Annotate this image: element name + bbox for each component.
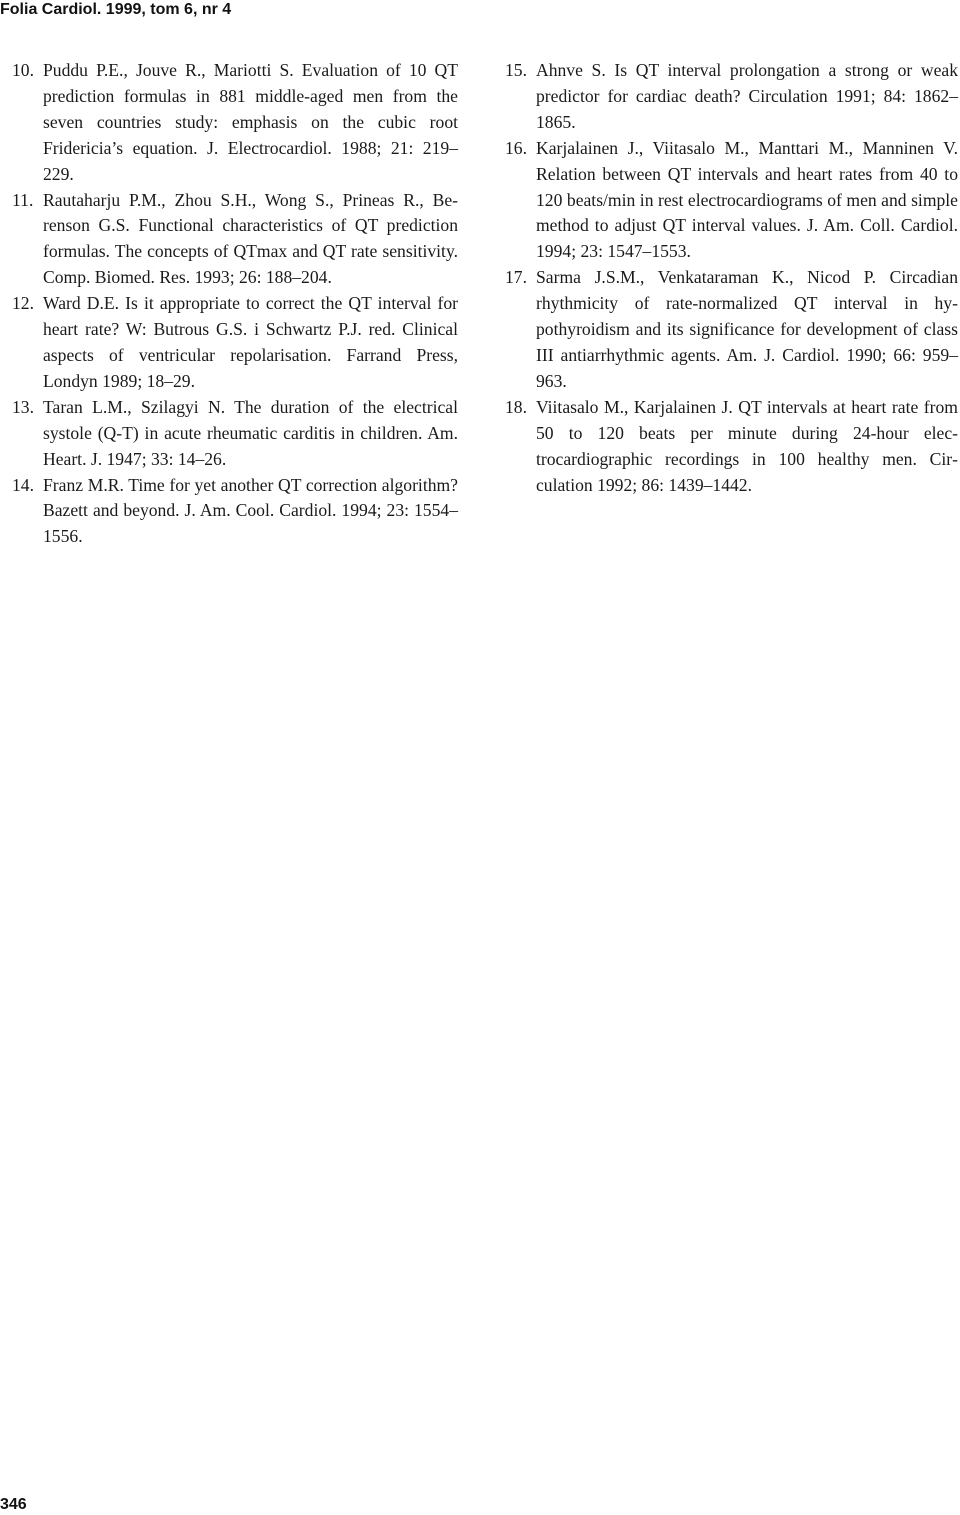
reference-number: 13. <box>12 396 34 417</box>
reference-text: Puddu P.E., Jouve R., Mariotti S. Evaluation of 10 QT prediction formulas in 881 middle-aged men from the seven countries study: emphasis on the cubic root Fridericia’s equation. J. Electrocardiol. 1988; 21: 219–229. <box>43 60 458 184</box>
reference-number: 14. <box>12 474 34 495</box>
reference-text: Taran L.M., Szilagyi N. The duration of the electrical systole (Q-T) in acute rheumatic carditis in children. Am. Heart. J. 1947; 33: 14–26. <box>43 396 458 469</box>
reference-number: 18. <box>505 396 527 417</box>
references-left-column <box>12 58 458 550</box>
reference-item <box>505 136 958 266</box>
reference-item <box>12 395 458 473</box>
reference-number: 10. <box>12 60 34 80</box>
reference-text: Franz M.R. Time for yet another QT correction algorithm? Bazett and beyond. J. Am. Cool. Cardiol. 1994; 23: 1554–1556. <box>43 474 458 547</box>
reference-item <box>12 58 458 188</box>
reference-number: 16. <box>505 137 527 158</box>
reference-text: Sarma J.S.M., Venkataraman K., Nicod P. Circadian rhythmicity of rate-normalized QT interval in hypothyroidism and its significance for development of class III antiarrhythmic agents. Am. J. Cardiol. 1990; 66: 959–963. <box>536 267 958 391</box>
reference-number: 17. <box>505 267 527 288</box>
running-head: Folia Cardiol. 1999, tom 6, nr 4 <box>0 1 232 18</box>
reference-item <box>12 188 458 292</box>
reference-number: 11. <box>12 189 34 210</box>
reference-text: Ahnve S. Is QT interval prolongation a strong or weak predictor for cardiac death? Circulation 1991; 84: 1862–1865. <box>536 60 958 132</box>
references-right-column <box>505 58 958 498</box>
reference-item <box>12 291 458 395</box>
reference-text: Karjalainen J., Viitasalo M., Manttari M., Manninen V. Relation between QT intervals and heart rates from 40 to 120 beats/min in rest electrocardiograms of men and simple method to adjust QT interval values. J. Am. Coll. Cardiol. 1994; 23: 1547–1553. <box>536 137 958 262</box>
reference-number: 12. <box>12 293 34 314</box>
reference-item <box>12 473 458 551</box>
reference-text: Rautaharju P.M., Zhou S.H., Wong S., Prineas R., Berenson G.S. Functional characteristics of QT prediction formulas. The concepts of QTmax and QT rate sensitivity. Comp. Biomed. Res. 1993; 26: 188–204. <box>43 189 458 288</box>
reference-text: Ward D.E. Is it appropriate to correct the QT interval for heart rate? W: Butrous G.S. i Schwartz P.J. red. Clinical aspects of ventricular repolarisation. Farrand Press, Londyn 1989; 18–29. <box>43 293 458 391</box>
page-number: 346 <box>0 1496 27 1513</box>
reference-item <box>505 265 958 395</box>
reference-item <box>505 395 958 499</box>
reference-item <box>505 58 958 136</box>
reference-number: 15. <box>505 60 527 80</box>
reference-text: Viitasalo M., Karjalainen J. QT intervals at heart rate from 50 to 120 beats per minute during 24-hour electrocardiographic recordings in 100 healthy men. Circulation 1992; 86: 1439–1442. <box>536 396 958 495</box>
